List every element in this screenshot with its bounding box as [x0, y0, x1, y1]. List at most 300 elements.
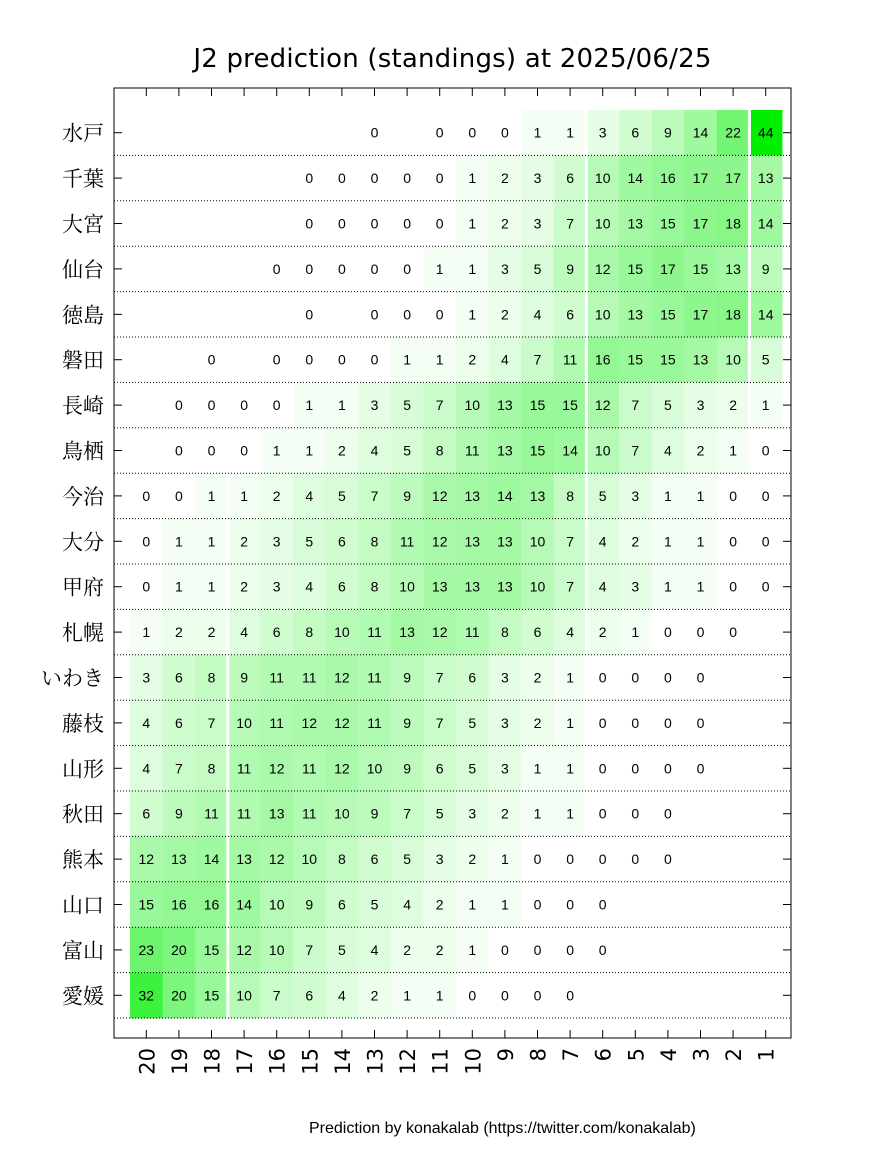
- cell-value: 5: [435, 805, 444, 822]
- cell-value: 0: [272, 351, 281, 368]
- team-label: 富山: [62, 938, 104, 963]
- cell-value: 4: [142, 714, 151, 731]
- cell-value: 6: [305, 987, 314, 1004]
- cell-value: 12: [431, 624, 448, 641]
- cell-value: 2: [175, 624, 183, 641]
- cell-value: 15: [138, 896, 155, 913]
- cell-value: 17: [692, 170, 709, 187]
- cell-value: 0: [761, 442, 770, 459]
- cell-value: 1: [761, 397, 770, 414]
- team-label: いわき: [41, 666, 104, 691]
- cell-value: 0: [305, 215, 314, 232]
- cell-value: 14: [692, 124, 709, 141]
- cell-value: 7: [533, 351, 542, 368]
- cell-value: 11: [367, 669, 382, 686]
- cell-value: 0: [664, 760, 672, 777]
- cell-value: 0: [696, 669, 705, 686]
- cell-value: 5: [403, 851, 411, 868]
- cell-value: 2: [598, 624, 607, 641]
- cell-value: 15: [203, 987, 220, 1004]
- cell-value: 0: [338, 170, 346, 187]
- cell-value: 9: [664, 124, 672, 141]
- cell-value: 6: [435, 760, 444, 777]
- cell-value: 17: [692, 215, 709, 232]
- cell-value: 8: [435, 442, 444, 459]
- cell-value: 11: [562, 351, 578, 368]
- team-label: 千葉: [62, 167, 104, 192]
- cell-value: 10: [464, 397, 481, 414]
- cell-value: 9: [403, 669, 411, 686]
- team-labels: [41, 122, 105, 1009]
- team-label: 愛媛: [62, 984, 104, 1009]
- cell-value: 9: [305, 896, 314, 913]
- cell-value: 1: [566, 669, 574, 686]
- cell-value: 6: [338, 896, 346, 913]
- cell-value: 0: [598, 805, 607, 822]
- cell-value: 10: [594, 306, 611, 323]
- cell-value: 3: [435, 851, 444, 868]
- cell-value: 3: [501, 669, 509, 686]
- cell-value: 3: [533, 170, 542, 187]
- cell-value: 12: [268, 851, 285, 868]
- cell-value: 44: [757, 124, 774, 141]
- position-label: 16: [265, 1048, 290, 1075]
- cell-value: 3: [598, 124, 607, 141]
- cell-value: 10: [268, 941, 285, 958]
- cell-value: 0: [729, 624, 737, 641]
- cell-value: 8: [370, 533, 379, 550]
- cell-value: 0: [631, 851, 640, 868]
- cell-value: 0: [533, 851, 542, 868]
- cell-value: 3: [468, 805, 477, 822]
- cell-value: 12: [594, 397, 611, 414]
- cell-value: 15: [562, 397, 578, 414]
- cell-value: 0: [370, 170, 379, 187]
- cell-value: 15: [627, 260, 644, 277]
- cell-value: 0: [664, 714, 672, 731]
- cell-value: 15: [660, 306, 676, 323]
- cell-value: 12: [268, 760, 285, 777]
- cell-value: 0: [338, 351, 346, 368]
- cell-value: 6: [566, 170, 574, 187]
- cell-value: 15: [660, 351, 676, 368]
- cell-value: 3: [533, 215, 542, 232]
- cell-value: 14: [627, 170, 644, 187]
- cell-value: 0: [533, 896, 542, 913]
- cell-value: 2: [501, 306, 509, 323]
- cell-value: 1: [631, 624, 640, 641]
- cell-value: 9: [403, 714, 411, 731]
- cell-value: 16: [171, 896, 187, 913]
- cell-value: 2: [696, 442, 705, 459]
- cell-value: 0: [696, 624, 705, 641]
- position-label: 18: [200, 1048, 225, 1075]
- cell-value: 3: [631, 578, 640, 595]
- cell-value: 4: [566, 624, 574, 641]
- cell-value: 10: [399, 578, 415, 595]
- cell-value: 1: [338, 397, 346, 414]
- cell-value: 17: [660, 260, 676, 277]
- cell-value: 13: [236, 851, 252, 868]
- cell-value: 13: [464, 487, 481, 504]
- cell-value: 1: [696, 533, 705, 550]
- cell-value: 2: [403, 941, 411, 958]
- cell-value: 10: [236, 714, 252, 731]
- cell-value: 13: [692, 351, 709, 368]
- cell-value: 3: [501, 260, 509, 277]
- cell-value: 11: [269, 714, 284, 731]
- cell-value: 5: [403, 397, 411, 414]
- cell-value: 8: [370, 578, 379, 595]
- cell-value: 0: [370, 351, 379, 368]
- cell-value: 0: [501, 124, 509, 141]
- cell-value: 1: [566, 760, 574, 777]
- cell-value: 0: [501, 987, 509, 1004]
- cell-value: 15: [660, 215, 676, 232]
- cell-value: 0: [403, 215, 411, 232]
- position-label: 13: [363, 1048, 388, 1075]
- cell-value: 0: [566, 987, 574, 1004]
- cell-value: 7: [435, 397, 444, 414]
- cell-value: 0: [598, 896, 607, 913]
- cell-value: 0: [631, 669, 640, 686]
- cell-value: 0: [305, 351, 314, 368]
- cell-value: 0: [598, 851, 607, 868]
- cell-value: 2: [468, 851, 477, 868]
- cell-value: 13: [399, 624, 415, 641]
- cell-value: 1: [501, 896, 509, 913]
- cell-value: 0: [598, 669, 607, 686]
- cell-value: 9: [240, 669, 248, 686]
- cell-value: 12: [334, 669, 350, 686]
- chart-title: J2 prediction (standings) at 2025/06/25: [193, 44, 712, 74]
- cell-value: 3: [142, 669, 151, 686]
- cell-value: 0: [338, 215, 346, 232]
- cell-value: 7: [566, 533, 574, 550]
- cell-value: 14: [497, 487, 513, 504]
- cell-value: 4: [501, 351, 509, 368]
- cell-value: 15: [203, 941, 220, 958]
- cell-value: 0: [664, 851, 672, 868]
- cell-value: 1: [305, 442, 314, 459]
- cell-value: 3: [272, 578, 281, 595]
- cell-value: 4: [598, 533, 607, 550]
- cell-value: 0: [729, 578, 737, 595]
- cell-value: 4: [533, 306, 542, 323]
- cell-value: 0: [761, 487, 770, 504]
- cell-value: 4: [240, 624, 248, 641]
- cell-value: 2: [240, 533, 248, 550]
- position-label: 10: [461, 1048, 486, 1075]
- cell-value: 0: [435, 124, 444, 141]
- cell-value: 7: [566, 578, 574, 595]
- cell-value: 1: [533, 805, 542, 822]
- cell-value: 4: [598, 578, 607, 595]
- cell-value: 6: [338, 533, 346, 550]
- footer-credit: Prediction by konakalab (https://twitter.com/konakalab): [309, 1120, 696, 1137]
- cell-value: 0: [566, 941, 574, 958]
- cell-value: 0: [435, 215, 444, 232]
- position-label: 4: [656, 1048, 681, 1062]
- cell-value: 16: [594, 351, 611, 368]
- cell-value: 2: [240, 578, 248, 595]
- cell-value: 1: [664, 578, 672, 595]
- cell-value: 7: [566, 215, 574, 232]
- cell-value: 0: [175, 442, 183, 459]
- cell-value: 12: [594, 260, 611, 277]
- cell-value: 1: [142, 624, 151, 641]
- team-label: 甲府: [62, 575, 104, 600]
- cell-value: 1: [240, 487, 248, 504]
- cell-value: 32: [138, 987, 155, 1004]
- cell-value: 15: [627, 351, 644, 368]
- cell-value: 4: [305, 487, 314, 504]
- position-label: 17: [233, 1048, 258, 1075]
- cell-value: 1: [175, 533, 183, 550]
- cell-value: 1: [305, 397, 314, 414]
- cell-value: 2: [533, 669, 542, 686]
- cell-value: 4: [370, 941, 379, 958]
- team-label: 磐田: [62, 348, 104, 373]
- cell-value: 0: [370, 124, 379, 141]
- cell-value: 1: [729, 442, 737, 459]
- cell-value: 0: [696, 714, 705, 731]
- cell-value: 15: [529, 442, 546, 459]
- cell-value: 2: [435, 941, 444, 958]
- cell-value: 0: [566, 896, 574, 913]
- cell-value: 16: [203, 896, 220, 913]
- cell-value: 6: [468, 669, 477, 686]
- cell-value: 1: [175, 578, 183, 595]
- cell-value: 10: [725, 351, 741, 368]
- cell-value: 0: [305, 306, 314, 323]
- cell-value: 9: [761, 260, 770, 277]
- cell-value: 0: [598, 714, 607, 731]
- cell-value: 1: [207, 487, 216, 504]
- cell-value: 13: [497, 442, 513, 459]
- cell-value: 10: [366, 760, 383, 777]
- cell-value: 2: [468, 351, 477, 368]
- cell-value: 1: [207, 533, 216, 550]
- cell-value: 13: [464, 578, 481, 595]
- cell-value: 7: [631, 397, 640, 414]
- cell-value: 0: [664, 805, 672, 822]
- cell-value: 7: [175, 760, 183, 777]
- cell-value: 0: [240, 442, 248, 459]
- cell-value: 5: [533, 260, 542, 277]
- cell-value: 2: [435, 896, 444, 913]
- cell-value: 2: [729, 397, 737, 414]
- cell-value: 0: [729, 487, 737, 504]
- cell-value: 12: [334, 760, 350, 777]
- cell-value: 0: [631, 760, 640, 777]
- cell-value: 0: [598, 941, 607, 958]
- team-label: 藤枝: [62, 711, 104, 736]
- position-label: 3: [689, 1048, 714, 1062]
- cell-value: 0: [370, 215, 379, 232]
- cell-value: 15: [692, 260, 709, 277]
- cell-value: 3: [370, 397, 379, 414]
- cell-value: 11: [465, 624, 480, 641]
- cell-value: 7: [435, 714, 444, 731]
- cell-value: 5: [598, 487, 607, 504]
- cell-value: 11: [465, 442, 480, 459]
- cell-value: 0: [305, 170, 314, 187]
- cell-value: 5: [370, 896, 379, 913]
- cell-value: 17: [725, 170, 741, 187]
- cell-value: 12: [236, 941, 252, 958]
- cell-value: 4: [403, 896, 411, 913]
- cell-value: 0: [761, 578, 770, 595]
- cell-value: 1: [566, 714, 574, 731]
- cell-value: 6: [338, 578, 346, 595]
- cell-value: 0: [338, 260, 346, 277]
- cell-value: 10: [594, 170, 611, 187]
- cell-value: 10: [268, 896, 285, 913]
- cell-value: 8: [566, 487, 574, 504]
- cell-value: 10: [334, 624, 350, 641]
- cell-value: 0: [207, 397, 216, 414]
- team-label: 今治: [62, 484, 104, 509]
- cell-value: 10: [301, 851, 318, 868]
- cell-value: 2: [501, 805, 509, 822]
- cell-value: 2: [631, 533, 640, 550]
- team-label: 札幌: [62, 621, 104, 646]
- cell-value: 10: [594, 442, 611, 459]
- cell-value: 0: [631, 805, 640, 822]
- team-label: 山口: [62, 893, 104, 918]
- cell-value: 9: [566, 260, 574, 277]
- cell-value: 2: [272, 487, 281, 504]
- cell-value: 5: [338, 487, 346, 504]
- cell-value: 13: [757, 170, 774, 187]
- cell-value: 2: [501, 170, 509, 187]
- cell-value: 14: [203, 851, 220, 868]
- cell-value: 9: [403, 760, 411, 777]
- cell-value: 12: [431, 533, 448, 550]
- position-label: 11: [428, 1048, 453, 1075]
- cell-value: 13: [171, 851, 187, 868]
- position-label: 7: [559, 1048, 584, 1062]
- cell-value: 0: [533, 941, 542, 958]
- cell-value: 13: [529, 487, 546, 504]
- cell-value: 4: [338, 987, 346, 1004]
- cell-value: 3: [501, 760, 509, 777]
- position-label: 2: [722, 1048, 747, 1062]
- cell-value: 10: [236, 987, 252, 1004]
- team-label: 大分: [62, 530, 104, 555]
- cell-value: 2: [338, 442, 346, 459]
- cell-value: 0: [631, 714, 640, 731]
- cell-value: 1: [533, 124, 542, 141]
- cell-value: 5: [761, 351, 770, 368]
- cell-value: 5: [403, 442, 411, 459]
- cell-value: 0: [435, 306, 444, 323]
- team-label: 大宮: [62, 212, 104, 237]
- cell-value: 6: [533, 624, 542, 641]
- cell-value: 13: [627, 306, 644, 323]
- cell-value: 0: [468, 124, 477, 141]
- cell-value: 9: [370, 805, 379, 822]
- cell-value: 1: [468, 260, 477, 277]
- cell-value: 11: [236, 760, 252, 777]
- cell-value: 0: [761, 533, 770, 550]
- cell-value: 13: [431, 578, 448, 595]
- cell-value: 0: [598, 760, 607, 777]
- cell-value: 0: [729, 533, 737, 550]
- cell-value: 0: [240, 397, 248, 414]
- cell-value: 22: [725, 124, 741, 141]
- cell-value: 4: [664, 442, 672, 459]
- cell-value: 0: [403, 306, 411, 323]
- cell-value: 9: [175, 805, 183, 822]
- cell-value: 7: [631, 442, 640, 459]
- cell-value: 7: [305, 941, 314, 958]
- cell-value: 10: [529, 578, 546, 595]
- team-label: 山形: [62, 757, 104, 782]
- cell-value: 0: [142, 533, 151, 550]
- cell-value: 0: [370, 260, 379, 277]
- cell-value: 3: [696, 397, 705, 414]
- cell-value: 1: [435, 260, 444, 277]
- cell-value: 7: [403, 805, 411, 822]
- cell-value: 11: [302, 669, 317, 686]
- cell-value: 1: [533, 760, 542, 777]
- cell-value: 1: [501, 851, 509, 868]
- cell-value: 5: [664, 397, 672, 414]
- cell-value: 12: [431, 487, 448, 504]
- cell-value: 6: [272, 624, 281, 641]
- position-label: 14: [330, 1048, 355, 1075]
- cell-value: 0: [468, 987, 477, 1004]
- cell-value: 12: [138, 851, 155, 868]
- cell-value: 16: [660, 170, 676, 187]
- cell-value: 8: [501, 624, 509, 641]
- position-label: 9: [493, 1048, 518, 1062]
- position-label: 1: [754, 1048, 779, 1062]
- cell-value: 15: [529, 397, 546, 414]
- cell-value: 1: [403, 351, 411, 368]
- cell-value: 6: [566, 306, 574, 323]
- cell-value: 11: [367, 714, 382, 731]
- team-label: 長崎: [62, 394, 104, 419]
- cell-value: 7: [435, 669, 444, 686]
- cell-value: 2: [501, 215, 509, 232]
- team-label: 仙台: [62, 257, 104, 282]
- cell-value: 14: [562, 442, 578, 459]
- cell-value: 5: [338, 941, 346, 958]
- position-label: 19: [167, 1048, 192, 1075]
- team-label: 徳島: [62, 303, 104, 328]
- cell-value: 1: [664, 533, 672, 550]
- cell-value: 1: [566, 805, 574, 822]
- cell-value: 0: [175, 487, 183, 504]
- cell-value: 8: [207, 669, 216, 686]
- cell-value: 0: [664, 624, 672, 641]
- cell-value: 5: [468, 760, 477, 777]
- cell-value: 4: [305, 578, 314, 595]
- cell-value: 0: [305, 260, 314, 277]
- cell-value: 3: [501, 714, 509, 731]
- cell-value: 0: [435, 170, 444, 187]
- cell-value: 1: [696, 578, 705, 595]
- cell-value: 1: [468, 306, 477, 323]
- position-label: 20: [135, 1048, 160, 1075]
- cell-value: 1: [435, 987, 444, 1004]
- cell-value: 1: [566, 124, 574, 141]
- cell-value: 0: [142, 487, 151, 504]
- cell-value: 2: [533, 714, 542, 731]
